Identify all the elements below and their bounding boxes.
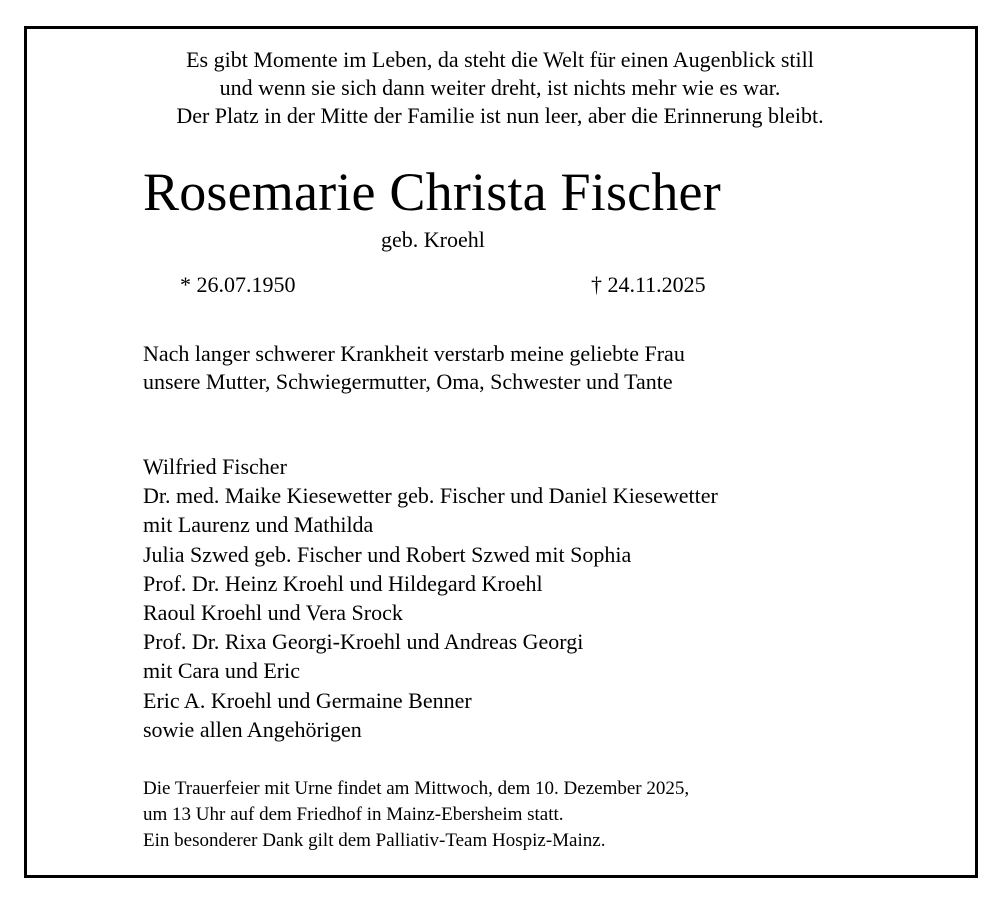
poem-line: Es gibt Momente im Leben, da steht die Welt für einen Augenblick still bbox=[186, 47, 814, 72]
announcement-line: Nach langer schwerer Krankheit verstarb meine geliebte Frau bbox=[143, 341, 685, 366]
mourners-list bbox=[143, 452, 718, 744]
mourner-line: Wilfried Fischer bbox=[143, 454, 287, 479]
deceased-name: Rosemarie Christa Fischer bbox=[143, 162, 721, 222]
memorial-poem bbox=[0, 46, 1000, 130]
mourner-line: Julia Szwed geb. Fischer und Robert Szwed mit Sophia bbox=[143, 541, 632, 567]
poem-line: und wenn sie sich dann weiter dreht, ist nichts mehr wie es war. bbox=[219, 75, 781, 100]
mourner-line: Eric A. Kroehl und Germaine Benner bbox=[143, 687, 472, 713]
poem-line: Der Platz in der Mitte der Familie ist nun leer, aber die Erinnerung bleibt. bbox=[176, 103, 824, 128]
funeral-details bbox=[143, 776, 689, 854]
funeral-line: um 13 Uhr auf dem Friedhof in Mainz-Ebersheim statt. bbox=[143, 804, 564, 825]
funeral-line: Die Trauerfeier mit Urne findet am Mittwoch, dem 10. Dezember 2025, bbox=[143, 778, 690, 799]
mourner-line: Prof. Dr. Rixa Georgi-Kroehl und Andreas Georgi bbox=[143, 629, 584, 655]
mourner-line: mit Cara und Eric bbox=[143, 658, 301, 684]
maiden-name: geb. Kroehl bbox=[381, 227, 485, 252]
mourner-line: sowie allen Angehörigen bbox=[143, 716, 362, 742]
birth-date: * 26.07.1950 bbox=[180, 272, 296, 297]
mourner-line: Dr. med. Maike Kiesewetter geb. Fischer und Daniel Kiesewetter bbox=[143, 483, 718, 509]
announcement-line: unsere Mutter, Schwiegermutter, Oma, Schwester und Tante bbox=[143, 369, 673, 394]
funeral-line: Ein besonderer Dank gilt dem Palliativ-Team Hospiz-Mainz. bbox=[143, 830, 606, 851]
mourner-line: Prof. Dr. Heinz Kroehl und Hildegard Kroehl bbox=[143, 570, 543, 596]
death-date: † 24.11.2025 bbox=[591, 272, 706, 297]
mourner-line: mit Laurenz und Mathilda bbox=[143, 512, 374, 538]
death-announcement bbox=[143, 340, 685, 396]
mourner-line: Raoul Kroehl und Vera Srock bbox=[143, 600, 403, 626]
